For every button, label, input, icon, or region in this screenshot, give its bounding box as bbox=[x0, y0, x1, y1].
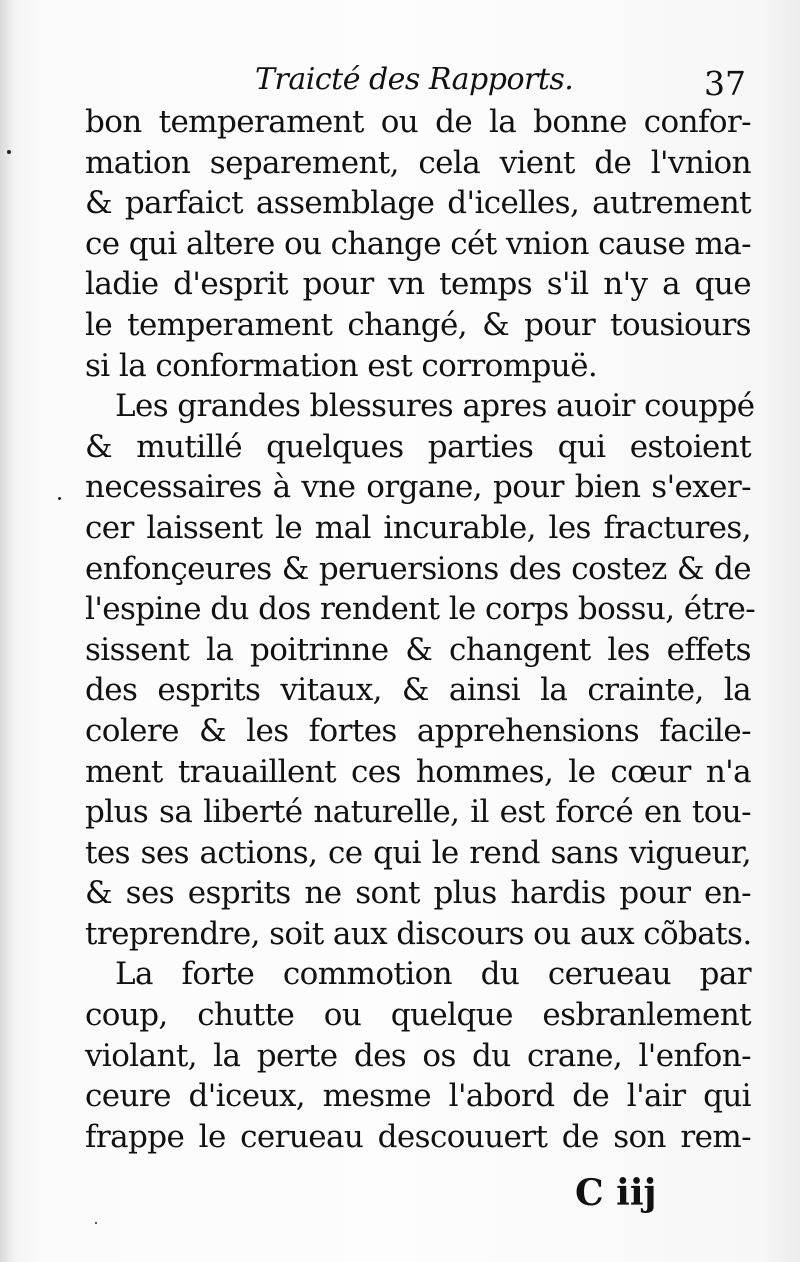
text-line: ceure d'iceux, mesme l'abord de l'air qui bbox=[85, 1078, 751, 1115]
ink-speck bbox=[58, 497, 61, 500]
text-line: si la conformation est corrompuë. bbox=[85, 347, 598, 384]
text-line: ment trauaillent ces hommes, le cœur n'a bbox=[85, 753, 751, 790]
text-line: violant, la perte des os du crane, l'enfon- bbox=[85, 1037, 751, 1074]
text-line: plus sa liberté naturelle, il est forcé en tou- bbox=[85, 794, 751, 831]
text-line: & parfaict assemblage d'icelles, autrement bbox=[85, 185, 751, 222]
text-line: coup, chutte ou quelque esbranlement bbox=[85, 997, 751, 1034]
ink-speck bbox=[95, 1222, 97, 1224]
text-line: La forte commotion du cerueau par bbox=[115, 956, 751, 993]
text-line: enfonçeures & peruersions des costez & de bbox=[85, 550, 751, 587]
running-title: Traicté des Rapports. bbox=[255, 62, 574, 97]
text-line: cer laissent le mal incurable, les fractures, bbox=[85, 509, 751, 546]
text-line: colere & les fortes apprehensions facile- bbox=[85, 712, 751, 749]
text-line: treprendre, soit aux discours ou aux cõbats. bbox=[85, 915, 752, 952]
text-line: & ses esprits ne sont plus hardis pour en- bbox=[85, 875, 751, 912]
text-line: ce qui altere ou change cét vnion cause ma- bbox=[85, 225, 752, 262]
text-line: Les grandes blessures apres auoir couppé bbox=[115, 388, 755, 425]
text-line: frappe le cerueau descouuert de son rem- bbox=[85, 1118, 751, 1155]
text-line: bon temperament ou de la bonne confor- bbox=[85, 104, 751, 140]
text-line: l'espine du dos rendent le corps bossu, étre- bbox=[85, 591, 756, 628]
text-line: le temperament changé, & pour tousiours bbox=[85, 306, 751, 343]
text-line: des esprits vitaux, & ainsi la crainte, la bbox=[85, 672, 751, 709]
text-line: ladie d'esprit pour vn temps s'il n'y a que bbox=[85, 266, 751, 303]
body-text bbox=[85, 102, 756, 1157]
text-line: tes ses actions, ce qui le rend sans vigueur, bbox=[85, 834, 751, 871]
signature-mark: C iij bbox=[575, 1172, 657, 1214]
text-line: mation separement, cela vient de l'vnion bbox=[85, 144, 751, 181]
text-line: & mutillé quelques parties qui estoient bbox=[85, 428, 751, 465]
page-number: 37 bbox=[704, 64, 746, 103]
text-line: necessaires à vne organe, pour bien s'exer- bbox=[85, 469, 751, 506]
ink-speck bbox=[7, 150, 11, 154]
text-line: sissent la poitrinne & changent les effets bbox=[85, 631, 751, 668]
